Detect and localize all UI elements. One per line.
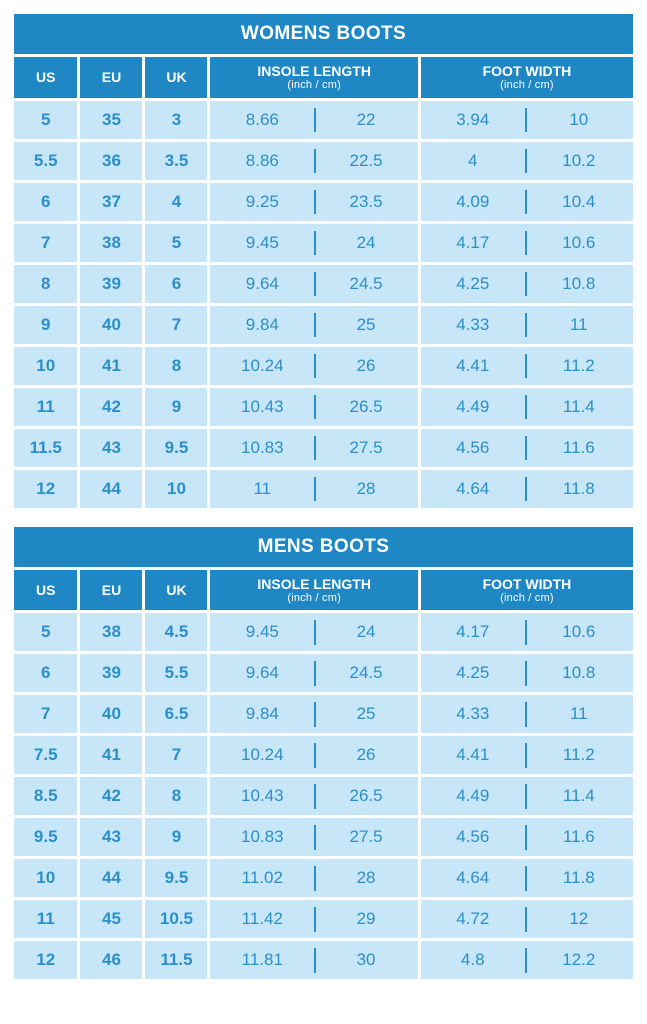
womens-boots-table-body (14, 99, 633, 509)
cell-width-inch: 4.17 (419, 222, 524, 263)
cell-us: 11 (14, 386, 79, 427)
cell-uk: 5.5 (144, 653, 209, 694)
cell-eu: 36 (79, 140, 144, 181)
column-header-uk: UK (144, 568, 209, 612)
insole-length-units: (inch / cm) (287, 79, 341, 92)
cell-insole-cm: 28 (314, 468, 419, 509)
cell-uk: 10.5 (144, 899, 209, 940)
cell-width-inch: 4.25 (419, 263, 524, 304)
cell-width-cm: 11.8 (525, 468, 633, 509)
cell-insole-inch: 9.84 (209, 694, 314, 735)
cell-us: 7.5 (14, 735, 79, 776)
cell-eu: 45 (79, 899, 144, 940)
cell-eu: 43 (79, 817, 144, 858)
cell-uk: 10 (144, 468, 209, 509)
cell-width-inch: 4.09 (419, 181, 524, 222)
cell-insole-cm: 25 (314, 694, 419, 735)
cell-width-cm: 11.2 (525, 735, 633, 776)
mens-boots-table-body (14, 612, 633, 981)
cell-width-cm: 11.6 (525, 427, 633, 468)
table-row (14, 345, 633, 386)
column-header-insole-length (209, 568, 419, 612)
cell-eu: 39 (79, 653, 144, 694)
cell-insole-cm: 24 (314, 222, 419, 263)
cell-insole-inch: 8.66 (209, 99, 314, 140)
cell-insole-cm: 24.5 (314, 263, 419, 304)
cell-width-cm: 11.6 (525, 817, 633, 858)
cell-width-inch: 4.49 (419, 386, 524, 427)
cell-insole-cm: 26.5 (314, 776, 419, 817)
cell-us: 8 (14, 263, 79, 304)
cell-eu: 44 (79, 468, 144, 509)
table-row (14, 304, 633, 345)
cell-insole-cm: 27.5 (314, 427, 419, 468)
insole-length-label: INSOLE LENGTH (257, 63, 371, 79)
cell-us: 11.5 (14, 427, 79, 468)
cell-eu: 44 (79, 858, 144, 899)
cell-width-cm: 11.4 (525, 776, 633, 817)
cell-insole-inch: 9.45 (209, 612, 314, 653)
table-row (14, 817, 633, 858)
cell-uk: 9.5 (144, 858, 209, 899)
cell-us: 11 (14, 899, 79, 940)
cell-width-inch: 4.25 (419, 653, 524, 694)
foot-width-label: FOOT WIDTH (482, 575, 572, 592)
foot-width-units: (inch / cm) (500, 79, 554, 92)
cell-us: 10 (14, 858, 79, 899)
table-row (14, 468, 633, 509)
cell-us: 5 (14, 99, 79, 140)
cell-width-inch: 4.64 (419, 858, 524, 899)
cell-us: 9.5 (14, 817, 79, 858)
cell-eu: 42 (79, 776, 144, 817)
column-header-us: US (14, 56, 79, 100)
column-header-insole-length (209, 56, 419, 100)
cell-width-inch: 4.41 (419, 735, 524, 776)
cell-insole-inch: 10.24 (209, 345, 314, 386)
cell-insole-inch: 10.83 (209, 817, 314, 858)
cell-width-cm: 11.4 (525, 386, 633, 427)
table-row (14, 181, 633, 222)
cell-width-inch: 3.94 (419, 99, 524, 140)
cell-insole-inch: 8.86 (209, 140, 314, 181)
cell-insole-cm: 26 (314, 735, 419, 776)
cell-insole-cm: 30 (314, 940, 419, 981)
cell-eu: 39 (79, 263, 144, 304)
mens-boots-table-head (14, 568, 633, 612)
cell-width-cm: 11.8 (525, 858, 633, 899)
cell-uk: 4.5 (144, 612, 209, 653)
cell-insole-inch: 9.84 (209, 304, 314, 345)
cell-width-inch: 4.56 (419, 817, 524, 858)
cell-eu: 37 (79, 181, 144, 222)
cell-insole-cm: 29 (314, 899, 419, 940)
table-row (14, 99, 633, 140)
cell-uk: 6.5 (144, 694, 209, 735)
cell-insole-inch: 9.64 (209, 263, 314, 304)
cell-us: 8.5 (14, 776, 79, 817)
cell-uk: 8 (144, 776, 209, 817)
cell-uk: 11.5 (144, 940, 209, 981)
cell-insole-inch: 9.25 (209, 181, 314, 222)
table-row (14, 222, 633, 263)
table-row (14, 653, 633, 694)
cell-insole-inch: 9.45 (209, 222, 314, 263)
cell-insole-cm: 27.5 (314, 817, 419, 858)
cell-insole-inch: 11 (209, 468, 314, 509)
cell-insole-cm: 28 (314, 858, 419, 899)
insole-length-units: (inch / cm) (287, 591, 341, 604)
cell-width-cm: 10.6 (525, 612, 633, 653)
column-header-foot-width (419, 568, 633, 612)
cell-eu: 38 (79, 222, 144, 263)
table-row (14, 776, 633, 817)
insole-length-label: INSOLE LENGTH (257, 575, 371, 592)
womens-boots-title: WOMENS BOOTS (14, 14, 633, 54)
table-header-row (14, 568, 633, 612)
column-header-foot-width (419, 56, 633, 100)
foot-width-units: (inch / cm) (500, 591, 554, 604)
table-row (14, 858, 633, 899)
cell-insole-inch: 10.43 (209, 776, 314, 817)
cell-width-inch: 4.8 (419, 940, 524, 981)
cell-insole-inch: 10.24 (209, 735, 314, 776)
cell-insole-cm: 26.5 (314, 386, 419, 427)
table-row (14, 940, 633, 981)
cell-us: 7 (14, 222, 79, 263)
cell-uk: 9.5 (144, 427, 209, 468)
cell-eu: 43 (79, 427, 144, 468)
cell-uk: 4 (144, 181, 209, 222)
womens-boots-table-block (14, 14, 633, 511)
cell-insole-cm: 24.5 (314, 653, 419, 694)
cell-width-inch: 4.64 (419, 468, 524, 509)
cell-us: 12 (14, 940, 79, 981)
cell-insole-cm: 22.5 (314, 140, 419, 181)
cell-width-cm: 10.2 (525, 140, 633, 181)
cell-width-inch: 4.49 (419, 776, 524, 817)
cell-uk: 3.5 (144, 140, 209, 181)
cell-uk: 7 (144, 304, 209, 345)
cell-uk: 5 (144, 222, 209, 263)
cell-eu: 35 (79, 99, 144, 140)
cell-uk: 6 (144, 263, 209, 304)
column-header-eu: EU (79, 568, 144, 612)
cell-us: 6 (14, 653, 79, 694)
mens-boots-title: MENS BOOTS (14, 527, 633, 567)
cell-eu: 38 (79, 612, 144, 653)
cell-uk: 3 (144, 99, 209, 140)
cell-eu: 40 (79, 694, 144, 735)
cell-insole-cm: 23.5 (314, 181, 419, 222)
table-row (14, 735, 633, 776)
column-header-eu: EU (79, 56, 144, 100)
table-header-row (14, 56, 633, 100)
cell-width-inch: 4.17 (419, 612, 524, 653)
cell-us: 10 (14, 345, 79, 386)
cell-width-cm: 11 (525, 304, 633, 345)
cell-insole-inch: 10.43 (209, 386, 314, 427)
cell-eu: 41 (79, 345, 144, 386)
cell-insole-cm: 22 (314, 99, 419, 140)
cell-uk: 9 (144, 817, 209, 858)
cell-width-cm: 10 (525, 99, 633, 140)
cell-us: 6 (14, 181, 79, 222)
cell-width-cm: 12 (525, 899, 633, 940)
cell-eu: 46 (79, 940, 144, 981)
mens-boots-table-block (14, 527, 633, 983)
cell-us: 5.5 (14, 140, 79, 181)
cell-uk: 8 (144, 345, 209, 386)
cell-width-inch: 4.56 (419, 427, 524, 468)
womens-boots-table (14, 54, 633, 511)
cell-width-inch: 4.33 (419, 304, 524, 345)
cell-width-cm: 10.6 (525, 222, 633, 263)
cell-insole-inch: 9.64 (209, 653, 314, 694)
table-row (14, 899, 633, 940)
foot-width-label: FOOT WIDTH (482, 63, 572, 79)
cell-eu: 42 (79, 386, 144, 427)
cell-width-cm: 11.2 (525, 345, 633, 386)
cell-insole-inch: 11.02 (209, 858, 314, 899)
cell-width-inch: 4.72 (419, 899, 524, 940)
cell-width-inch: 4 (419, 140, 524, 181)
mens-boots-table (14, 567, 633, 983)
table-row (14, 612, 633, 653)
column-header-us: US (14, 568, 79, 612)
cell-width-cm: 11 (525, 694, 633, 735)
cell-uk: 9 (144, 386, 209, 427)
cell-us: 5 (14, 612, 79, 653)
table-row (14, 427, 633, 468)
cell-uk: 7 (144, 735, 209, 776)
cell-insole-inch: 11.81 (209, 940, 314, 981)
womens-boots-table-head (14, 56, 633, 100)
cell-width-cm: 12.2 (525, 940, 633, 981)
cell-width-cm: 10.8 (525, 263, 633, 304)
cell-eu: 40 (79, 304, 144, 345)
cell-insole-inch: 10.83 (209, 427, 314, 468)
cell-insole-cm: 26 (314, 345, 419, 386)
cell-insole-cm: 24 (314, 612, 419, 653)
cell-us: 7 (14, 694, 79, 735)
cell-width-cm: 10.4 (525, 181, 633, 222)
column-header-uk: UK (144, 56, 209, 100)
cell-insole-cm: 25 (314, 304, 419, 345)
table-row (14, 386, 633, 427)
cell-width-inch: 4.41 (419, 345, 524, 386)
cell-width-cm: 10.8 (525, 653, 633, 694)
table-row (14, 140, 633, 181)
table-row (14, 263, 633, 304)
cell-eu: 41 (79, 735, 144, 776)
cell-us: 12 (14, 468, 79, 509)
cell-insole-inch: 11.42 (209, 899, 314, 940)
cell-width-inch: 4.33 (419, 694, 524, 735)
table-row (14, 694, 633, 735)
cell-us: 9 (14, 304, 79, 345)
